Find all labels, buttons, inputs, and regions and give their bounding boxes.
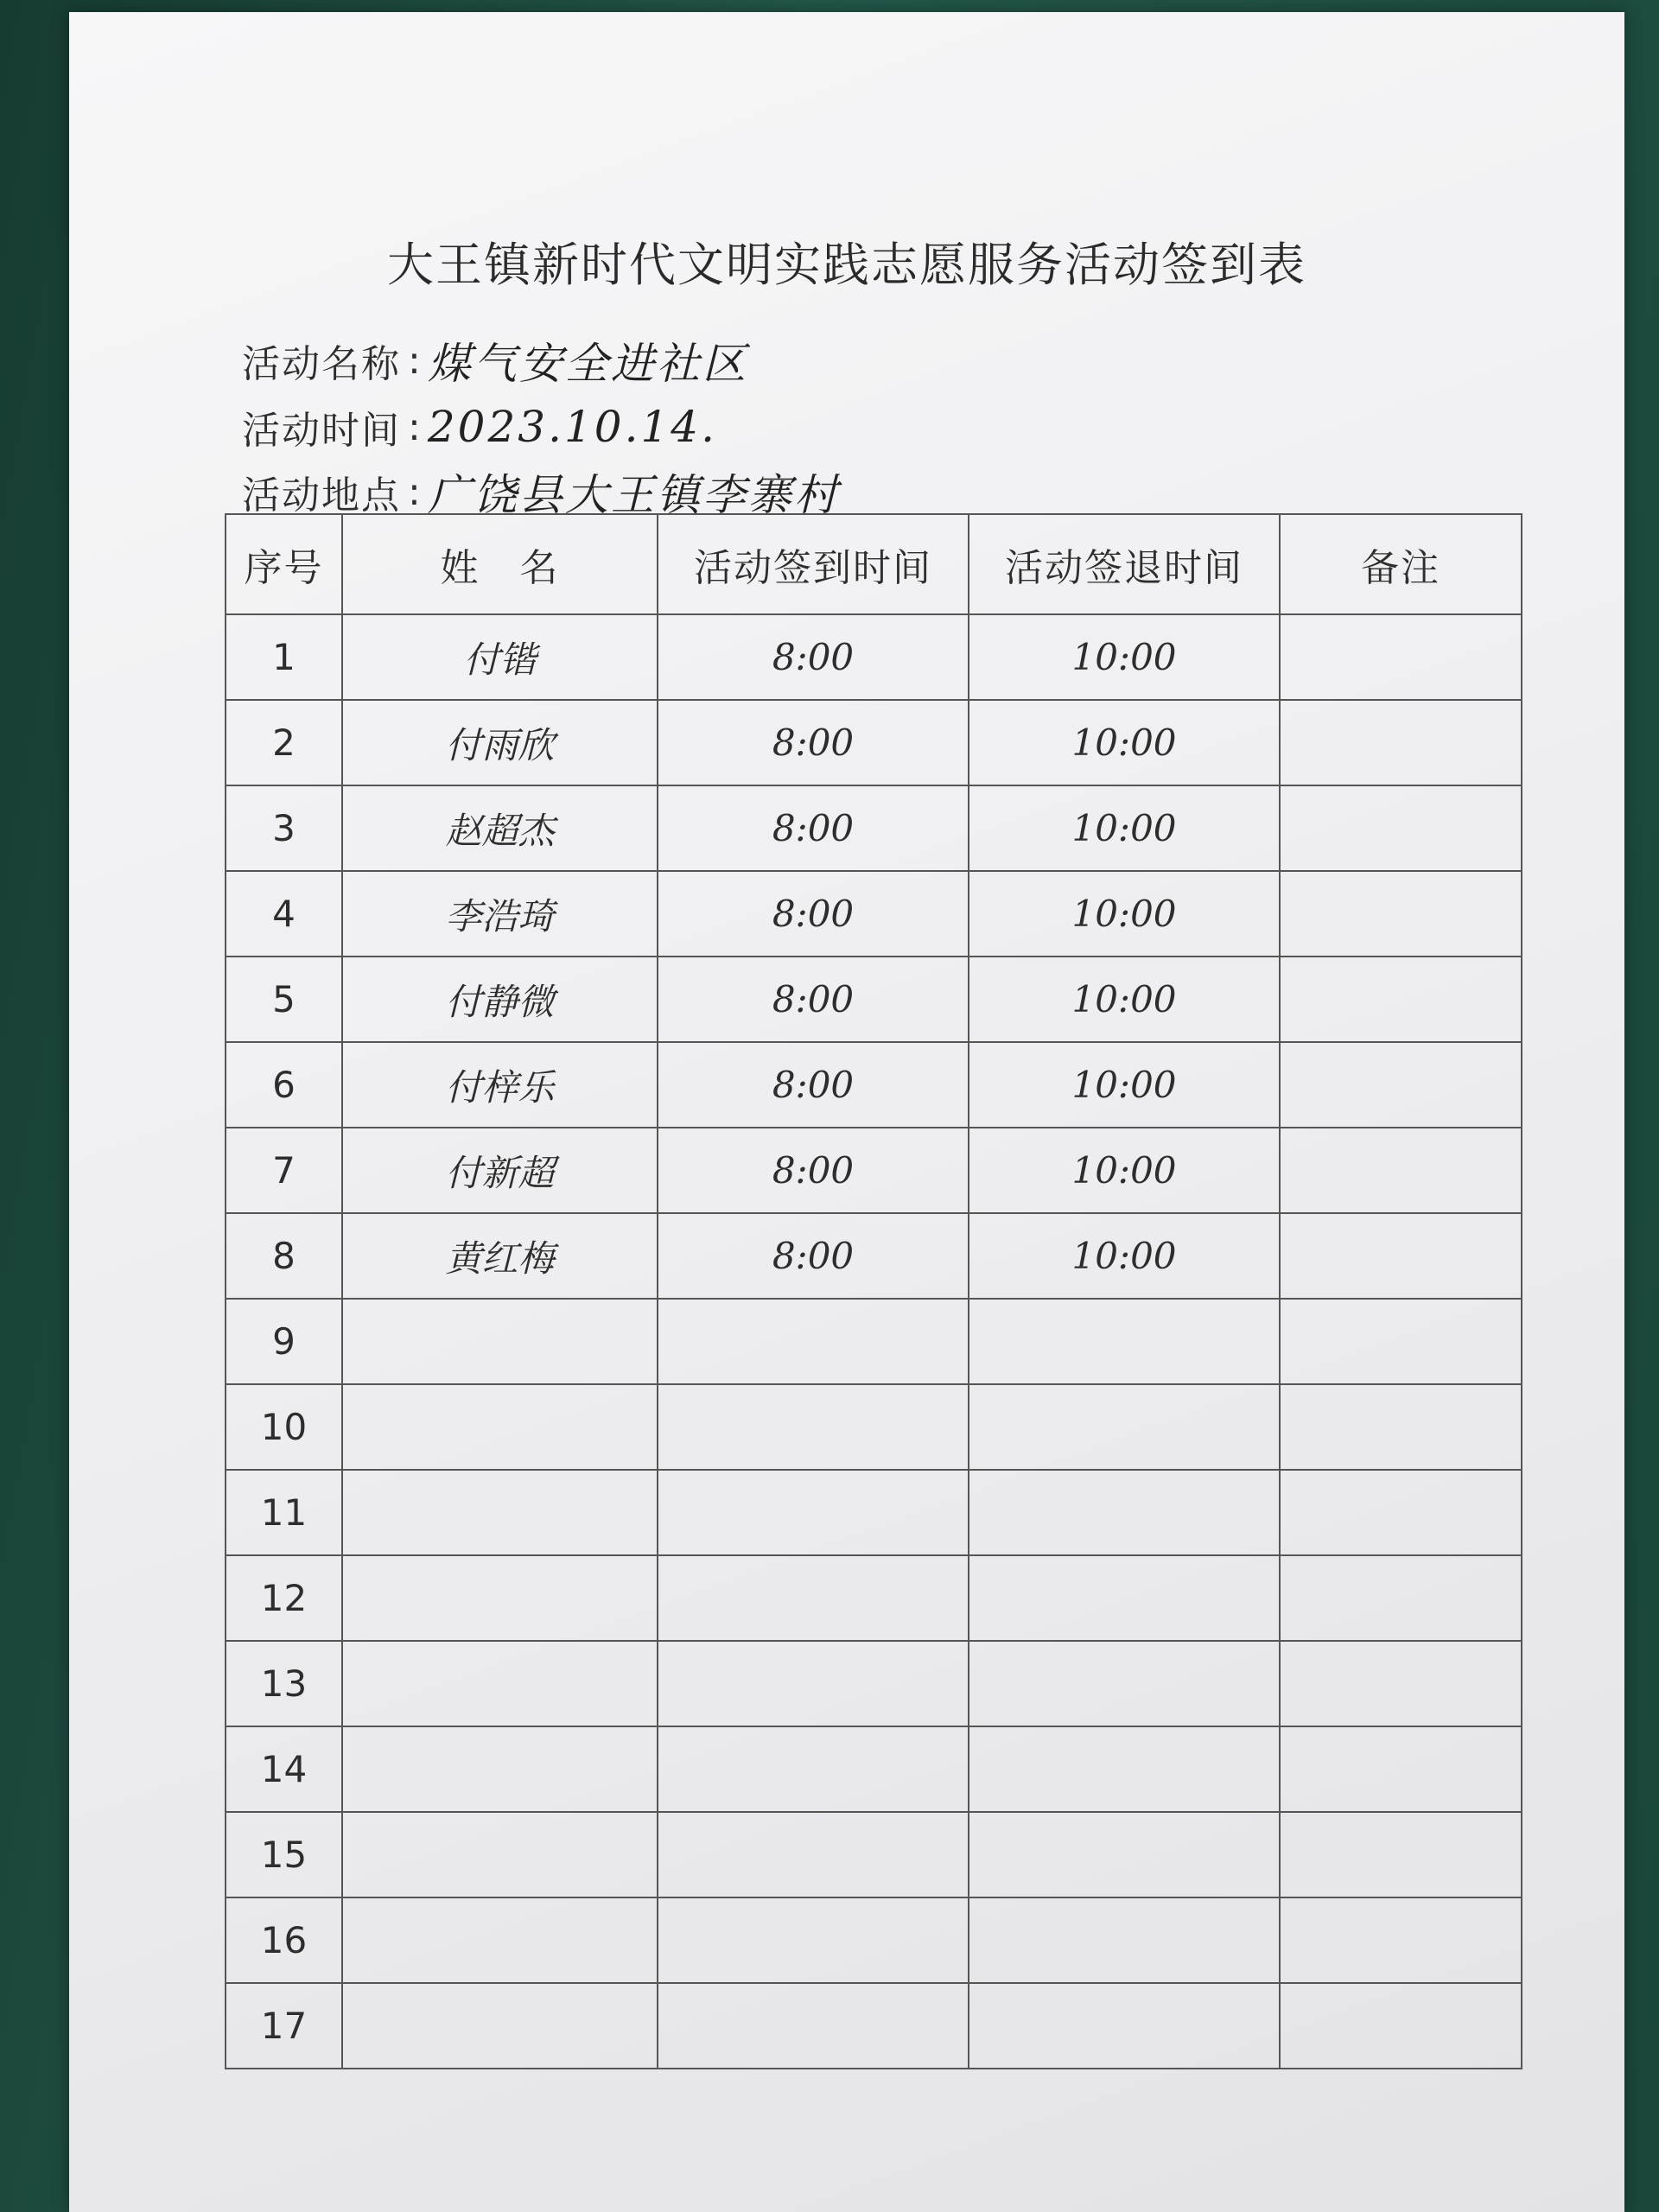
activity-place-value: 广饶县大王镇李寨村 (427, 470, 840, 520)
row-sign-out-time (969, 1555, 1280, 1641)
row-name: 付梓乐 (342, 1042, 658, 1128)
row-remarks (1280, 1384, 1522, 1470)
row-sign-out-time: 10:00 (969, 1128, 1280, 1213)
row-number: 1 (226, 614, 342, 700)
header-no: 序号 (226, 514, 342, 614)
row-sign-out-time: 10:00 (969, 785, 1280, 871)
row-name (342, 1470, 658, 1555)
row-remarks (1280, 1641, 1522, 1726)
row-name (342, 1983, 658, 2069)
row-sign-in-time (658, 1726, 969, 1812)
table-row (226, 1470, 1522, 1555)
row-sign-out-time (969, 1897, 1280, 1983)
table-row (226, 1897, 1522, 1983)
row-remarks (1280, 1213, 1522, 1299)
table-row (226, 1299, 1522, 1384)
row-number: 2 (226, 700, 342, 785)
activity-place-label: 活动地点 (242, 474, 401, 518)
activity-time-label: 活动时间 (242, 409, 401, 453)
row-sign-out-time: 10:00 (969, 700, 1280, 785)
row-name (342, 1641, 658, 1726)
row-sign-out-time: 10:00 (969, 614, 1280, 700)
row-remarks (1280, 1983, 1522, 2069)
table-row (226, 1983, 1522, 2069)
row-sign-in-time: 8:00 (658, 1042, 969, 1128)
row-sign-in-time: 8:00 (658, 1128, 969, 1213)
row-number: 5 (226, 957, 342, 1042)
row-number: 16 (226, 1897, 342, 1983)
row-sign-out-time (969, 1470, 1280, 1555)
row-sign-out-time (969, 1812, 1280, 1897)
header-remarks: 备注 (1280, 514, 1522, 614)
row-remarks (1280, 1812, 1522, 1897)
row-sign-out-time: 10:00 (969, 957, 1280, 1042)
row-name: 付锴 (342, 614, 658, 700)
row-number: 8 (226, 1213, 342, 1299)
row-number: 15 (226, 1812, 342, 1897)
row-name (342, 1726, 658, 1812)
row-remarks (1280, 1470, 1522, 1555)
row-name (342, 1299, 658, 1384)
table-row (226, 1555, 1522, 1641)
row-name: 付雨欣 (342, 700, 658, 785)
row-sign-in-time (658, 1384, 969, 1470)
row-sign-in-time: 8:00 (658, 957, 969, 1042)
row-number: 11 (226, 1470, 342, 1555)
row-sign-in-time: 8:00 (658, 785, 969, 871)
row-sign-in-time (658, 1812, 969, 1897)
header-sign-in-time: 活动签到时间 (658, 514, 969, 614)
row-number: 7 (226, 1128, 342, 1213)
table-row (226, 1384, 1522, 1470)
row-sign-in-time (658, 1641, 969, 1726)
row-number: 14 (226, 1726, 342, 1812)
row-sign-in-time (658, 1897, 969, 1983)
row-remarks (1280, 700, 1522, 785)
activity-name-separator: : (408, 338, 421, 383)
row-sign-in-time: 8:00 (658, 614, 969, 700)
row-remarks (1280, 1897, 1522, 1983)
row-name (342, 1555, 658, 1641)
row-remarks (1280, 785, 1522, 871)
row-remarks (1280, 1128, 1522, 1213)
header-sign-out-time: 活动签退时间 (969, 514, 1280, 614)
activity-time-row (242, 397, 717, 457)
table-row (226, 957, 1522, 1042)
table-header-row (226, 514, 1522, 614)
row-name: 李浩琦 (342, 871, 658, 957)
row-sign-out-time (969, 1726, 1280, 1812)
activity-name-label: 活动名称 (242, 342, 401, 386)
row-remarks (1280, 871, 1522, 957)
table-row (226, 1641, 1522, 1726)
row-name (342, 1812, 658, 1897)
row-number: 4 (226, 871, 342, 957)
sign-in-table (225, 513, 1522, 2069)
row-remarks (1280, 1299, 1522, 1384)
row-number: 12 (226, 1555, 342, 1641)
row-sign-out-time: 10:00 (969, 871, 1280, 957)
row-remarks (1280, 1555, 1522, 1641)
row-number: 10 (226, 1384, 342, 1470)
row-number: 13 (226, 1641, 342, 1726)
table-row (226, 1128, 1522, 1213)
row-number: 6 (226, 1042, 342, 1128)
sign-in-sheet (69, 12, 1624, 2212)
row-remarks (1280, 957, 1522, 1042)
row-name (342, 1897, 658, 1983)
row-sign-in-time: 8:00 (658, 700, 969, 785)
activity-name-row (242, 330, 748, 391)
row-sign-in-time (658, 1299, 969, 1384)
sheet-title: 大王镇新时代文明实践志愿服务活动签到表 (387, 238, 1306, 292)
table-row (226, 1042, 1522, 1128)
row-sign-out-time (969, 1983, 1280, 2069)
row-name: 付新超 (342, 1128, 658, 1213)
row-sign-out-time (969, 1384, 1280, 1470)
table-row (226, 1812, 1522, 1897)
row-name: 付静微 (342, 957, 658, 1042)
row-remarks (1280, 1726, 1522, 1812)
table-row (226, 1726, 1522, 1812)
row-number: 17 (226, 1983, 342, 2069)
row-remarks (1280, 1042, 1522, 1128)
table-row (226, 871, 1522, 957)
row-sign-out-time (969, 1641, 1280, 1726)
row-number: 3 (226, 785, 342, 871)
row-sign-out-time: 10:00 (969, 1213, 1280, 1299)
row-sign-in-time: 8:00 (658, 871, 969, 957)
row-name: 赵超杰 (342, 785, 658, 871)
row-sign-in-time (658, 1983, 969, 2069)
row-sign-in-time (658, 1555, 969, 1641)
row-sign-out-time: 10:00 (969, 1042, 1280, 1128)
activity-time-value: 2023.10.14. (427, 402, 718, 452)
table-row (226, 1213, 1522, 1299)
row-name: 黄红梅 (342, 1213, 658, 1299)
activity-place-separator: : (408, 469, 421, 514)
header-name: 姓 名 (342, 514, 658, 614)
table-row (226, 785, 1522, 871)
row-sign-in-time: 8:00 (658, 1213, 969, 1299)
row-sign-in-time (658, 1470, 969, 1555)
row-number: 9 (226, 1299, 342, 1384)
activity-time-separator: : (408, 404, 421, 449)
table-row (226, 614, 1522, 700)
row-name (342, 1384, 658, 1470)
row-remarks (1280, 614, 1522, 700)
row-sign-out-time (969, 1299, 1280, 1384)
activity-name-value: 煤气安全进社区 (427, 339, 748, 389)
table-row (226, 700, 1522, 785)
